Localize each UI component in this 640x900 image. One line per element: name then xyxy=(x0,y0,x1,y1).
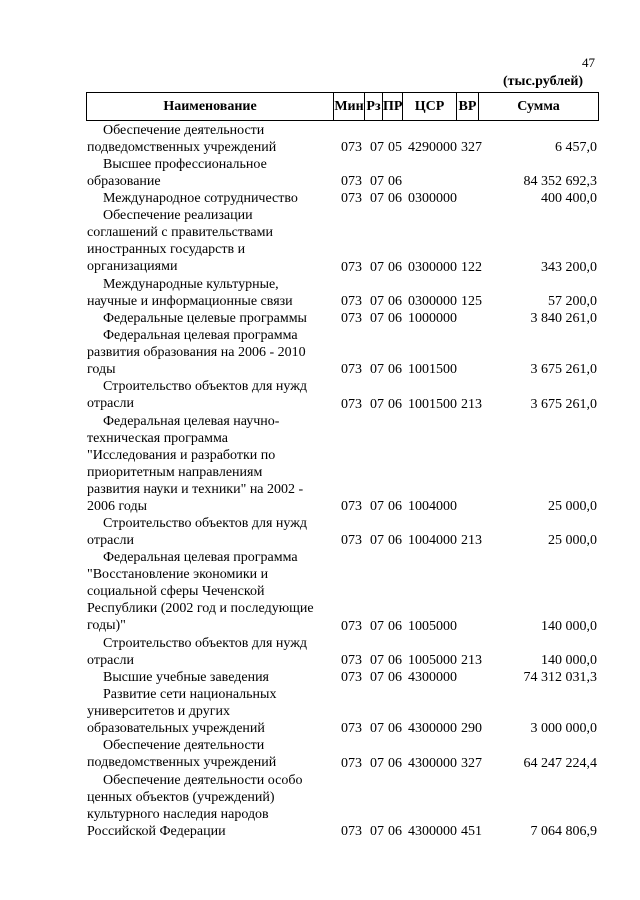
row-name-line: подведомственных учреждений xyxy=(87,140,277,155)
table-row xyxy=(0,549,640,635)
row-rz: 07 xyxy=(370,259,384,275)
row-min: 073 xyxy=(341,191,362,207)
row-name xyxy=(87,310,332,327)
row-min: 073 xyxy=(341,653,362,668)
row-name-line: Обеспечение деятельности xyxy=(103,738,265,754)
row-csr: 1005000 xyxy=(408,618,457,634)
row-pr: 06 xyxy=(388,362,402,378)
row-min: 073 xyxy=(341,362,362,378)
row-csr: 1001500 xyxy=(408,362,457,378)
row-min: 073 xyxy=(341,311,362,327)
row-pr: 06 xyxy=(388,174,402,190)
header-vr: ВР xyxy=(457,93,479,121)
row-name-line: Международные культурные, xyxy=(103,276,279,292)
row-sum: 25 000,0 xyxy=(548,499,597,515)
row-vr: 290 xyxy=(461,721,482,737)
row-rz: 07 xyxy=(370,174,384,190)
row-csr: 0300000 xyxy=(408,191,457,207)
row-vr: 451 xyxy=(461,823,482,839)
row-name-line: Международное сотрудничество xyxy=(103,191,298,207)
row-name-line: научные и информационные связи xyxy=(87,293,293,309)
row-sum: 6 457,0 xyxy=(555,140,597,156)
row-pr: 05 xyxy=(388,140,402,156)
row-rz: 07 xyxy=(370,721,384,737)
header-pr: ПР xyxy=(383,93,403,121)
row-rz: 07 xyxy=(370,140,384,156)
row-pr: 06 xyxy=(388,721,402,737)
row-sum: 57 200,0 xyxy=(548,293,597,309)
row-rz: 07 xyxy=(370,618,384,634)
row-min: 073 xyxy=(341,499,362,515)
row-pr: 06 xyxy=(388,618,402,634)
row-min: 073 xyxy=(341,259,362,275)
table-row xyxy=(0,669,640,686)
table-row xyxy=(0,122,640,156)
row-pr: 06 xyxy=(388,755,402,771)
header-name: Наименование xyxy=(87,93,334,121)
row-name-line: Федеральная целевая научно- xyxy=(103,413,280,429)
row-sum: 7 064 806,9 xyxy=(530,823,597,839)
row-name-line: Высшее профессиональное xyxy=(103,157,267,173)
row-sum: 64 247 224,4 xyxy=(523,755,597,771)
row-pr: 06 xyxy=(388,396,402,412)
row-csr: 1000000 xyxy=(408,311,457,327)
table-row xyxy=(0,515,640,549)
row-sum: 84 352 692,3 xyxy=(523,174,597,190)
row-name-line: Высшие учебные заведения xyxy=(103,670,269,686)
row-rz: 07 xyxy=(370,191,384,207)
table-row xyxy=(0,635,640,669)
row-name xyxy=(87,669,332,686)
row-name xyxy=(87,327,332,378)
row-name-line: годы xyxy=(87,362,116,378)
row-name-line: годы)" xyxy=(87,618,126,634)
row-sum: 3 840 261,0 xyxy=(530,311,597,327)
row-min: 073 xyxy=(341,396,362,412)
row-name-line: отрасли xyxy=(87,533,135,549)
row-sum: 400 400,0 xyxy=(541,191,597,207)
row-name-line: иностранных государств и xyxy=(87,242,246,258)
row-pr: 06 xyxy=(388,653,402,668)
table-row xyxy=(0,772,640,840)
row-rz: 07 xyxy=(370,823,384,839)
row-name-line: образование xyxy=(87,174,161,190)
row-name-line: подведомственных учреждений xyxy=(87,755,277,771)
row-name xyxy=(87,207,332,275)
table-header xyxy=(86,92,599,121)
row-name xyxy=(87,772,332,840)
row-name-line: Обеспечение реализации xyxy=(103,208,253,224)
row-name-line: Федеральная целевая программа xyxy=(103,328,298,344)
row-vr: 122 xyxy=(461,259,482,275)
row-name-line: организациями xyxy=(87,259,178,275)
row-sum: 3 000 000,0 xyxy=(530,721,597,737)
table-row xyxy=(0,737,640,771)
row-name-line: университетов и других xyxy=(87,704,230,720)
row-csr: 1001500 xyxy=(408,396,457,412)
row-csr: 4300000 xyxy=(408,823,457,839)
header-min: Мин xyxy=(334,93,365,121)
table-row xyxy=(0,413,640,516)
row-name-line: "Восстановление экономики и xyxy=(87,567,269,583)
row-name-line: развития образования на 2006 - 2010 xyxy=(87,345,306,361)
row-name xyxy=(87,635,332,669)
row-name xyxy=(87,737,332,771)
table-row xyxy=(0,190,640,207)
table-row xyxy=(0,276,640,310)
row-min: 073 xyxy=(341,174,362,190)
row-sum: 140 000,0 xyxy=(541,653,597,668)
table-body xyxy=(0,122,640,840)
row-rz: 07 xyxy=(370,293,384,309)
row-pr: 06 xyxy=(388,823,402,839)
units-label: (тыс.рублей) xyxy=(503,74,584,89)
row-rz: 07 xyxy=(370,396,384,412)
row-pr: 06 xyxy=(388,311,402,327)
row-vr: 213 xyxy=(461,653,482,668)
row-rz: 07 xyxy=(370,670,384,686)
row-min: 073 xyxy=(341,670,362,686)
row-name xyxy=(87,190,332,207)
row-pr: 06 xyxy=(388,499,402,515)
row-name-line: Федеральные целевые программы xyxy=(103,311,307,327)
row-min: 073 xyxy=(341,140,362,156)
row-rz: 07 xyxy=(370,755,384,771)
row-name-line: Республики (2002 год и последующие xyxy=(87,601,314,617)
header-sum: Сумма xyxy=(479,93,599,121)
row-rz: 07 xyxy=(370,499,384,515)
row-sum: 74 312 031,3 xyxy=(523,670,597,686)
row-name xyxy=(87,122,332,156)
row-sum: 3 675 261,0 xyxy=(530,362,597,378)
header-rz: Рз xyxy=(365,93,383,121)
row-rz: 07 xyxy=(370,533,384,549)
row-name-line: Развитие сети национальных xyxy=(103,687,277,703)
row-name-line: Строительство объектов для нужд xyxy=(103,516,308,532)
row-rz: 07 xyxy=(370,311,384,327)
row-rz: 07 xyxy=(370,653,384,668)
row-name xyxy=(87,413,332,515)
row-name-line: Обеспечение деятельности xyxy=(103,123,265,138)
row-csr: 4300000 xyxy=(408,721,457,737)
row-csr: 4300000 xyxy=(408,670,457,686)
row-name-line: соглашений с правительствами xyxy=(87,225,273,241)
row-vr: 327 xyxy=(461,755,482,771)
row-csr: 1005000 xyxy=(408,653,457,668)
row-name-line: приоритетным направлениям xyxy=(87,464,263,480)
row-pr: 06 xyxy=(388,670,402,686)
table-row xyxy=(0,156,640,190)
row-min: 073 xyxy=(341,293,362,309)
row-min: 073 xyxy=(341,618,362,634)
row-name xyxy=(87,156,332,190)
row-name-line: отрасли xyxy=(87,396,135,412)
header-csr: ЦСР xyxy=(403,93,457,121)
table-row xyxy=(0,207,640,275)
row-name xyxy=(87,276,332,310)
row-min: 073 xyxy=(341,823,362,839)
row-name-line: Российской Федерации xyxy=(87,823,226,839)
row-min: 073 xyxy=(341,721,362,737)
table-row xyxy=(0,310,640,327)
row-sum: 343 200,0 xyxy=(541,259,597,275)
row-pr: 06 xyxy=(388,191,402,207)
row-pr: 06 xyxy=(388,259,402,275)
row-name-line: "Исследования и разработки по xyxy=(87,447,276,463)
row-csr: 4300000 xyxy=(408,755,457,771)
row-csr: 0300000 xyxy=(408,259,457,275)
row-name-line: Строительство объектов для нужд xyxy=(103,379,308,395)
row-pr: 06 xyxy=(388,293,402,309)
row-name-line: ценных объектов (учреждений) xyxy=(87,789,275,805)
row-name-line: 2006 годы xyxy=(87,498,148,514)
row-name-line: отрасли xyxy=(87,652,135,668)
row-name-line: образовательных учреждений xyxy=(87,721,265,737)
row-name-line: культурного наследия народов xyxy=(87,806,269,822)
row-pr: 06 xyxy=(388,533,402,549)
row-vr: 125 xyxy=(461,293,482,309)
row-csr: 4290000 xyxy=(408,140,457,156)
row-csr: 0300000 xyxy=(408,293,457,309)
row-name-line: Строительство объектов для нужд xyxy=(103,635,308,651)
row-name xyxy=(87,686,332,737)
row-min: 073 xyxy=(341,755,362,771)
row-min: 073 xyxy=(341,533,362,549)
row-vr: 213 xyxy=(461,396,482,412)
row-rz: 07 xyxy=(370,362,384,378)
row-name-line: социальной сферы Чеченской xyxy=(87,584,265,600)
row-csr: 1004000 xyxy=(408,499,457,515)
row-name xyxy=(87,549,332,634)
row-csr: 1004000 xyxy=(408,533,457,549)
table-row xyxy=(0,686,640,737)
row-sum: 3 675 261,0 xyxy=(530,396,597,412)
table-row xyxy=(0,378,640,412)
row-name xyxy=(87,378,332,412)
row-name xyxy=(87,515,332,549)
table-row xyxy=(0,327,640,378)
row-sum: 25 000,0 xyxy=(548,533,597,549)
row-name-line: Обеспечение деятельности особо xyxy=(103,772,303,788)
row-sum: 140 000,0 xyxy=(541,618,597,634)
row-vr: 327 xyxy=(461,140,482,156)
row-name-line: техническая программа xyxy=(87,430,228,446)
row-name-line: развития науки и техники" на 2002 - xyxy=(87,481,304,497)
row-vr: 213 xyxy=(461,533,482,549)
row-name-line: Федеральная целевая программа xyxy=(103,550,298,566)
page-number: 47 xyxy=(582,55,595,70)
